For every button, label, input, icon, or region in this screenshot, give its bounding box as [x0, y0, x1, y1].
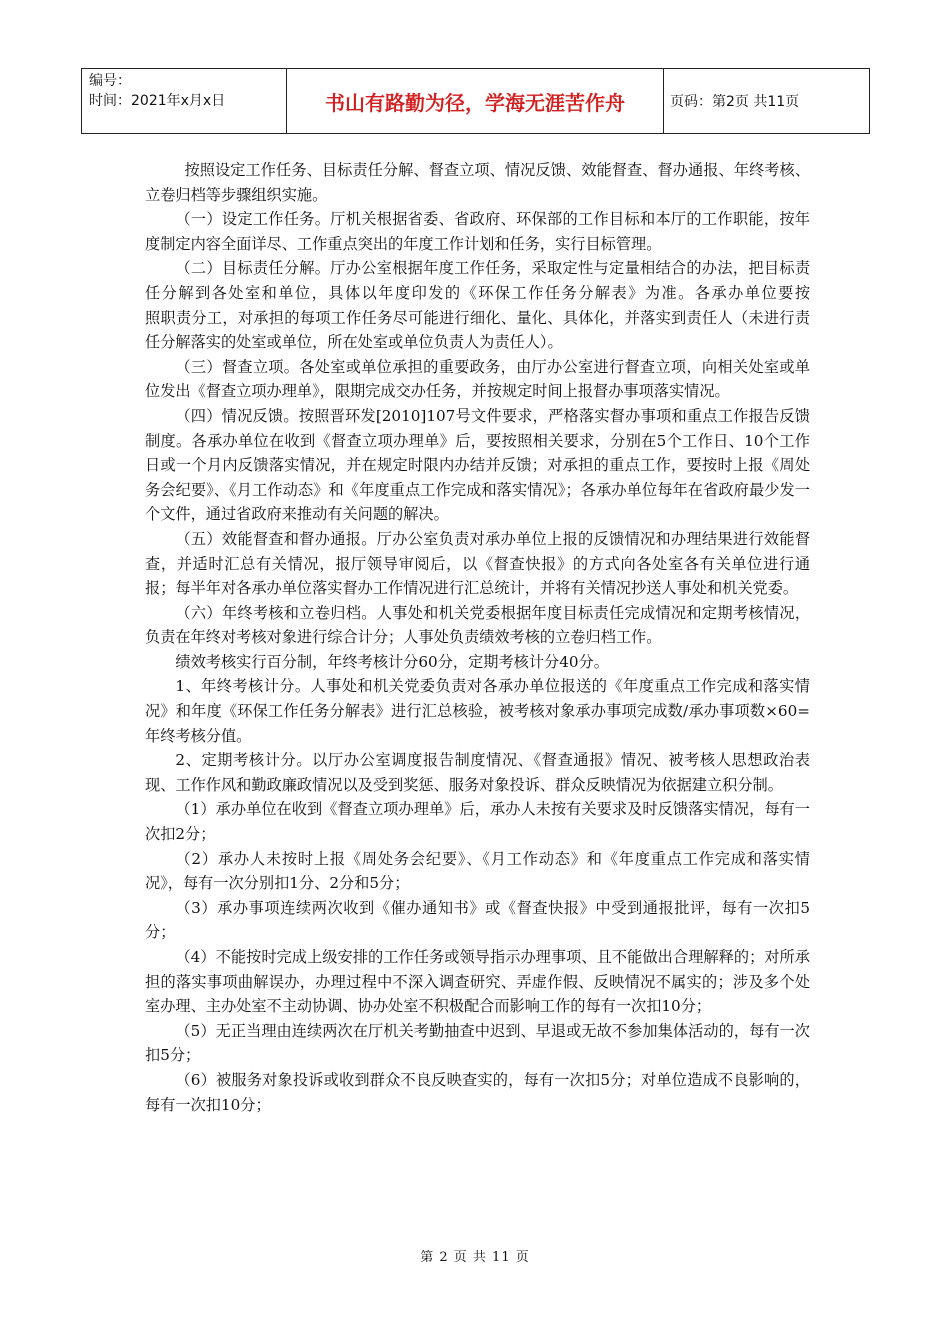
header-page-info: 页码：第2页 共11页 [664, 69, 870, 134]
page-footer: 第 2 页 共 11 页 [420, 1250, 530, 1265]
paragraph: （5）无正当理由连续两次在厅机关考勤抽查中迟到、早退或无故不参加集体活动的，每有一次扣5分； [145, 1021, 810, 1065]
paragraph: （五）效能督查和督办通报。厅办公室负责对承办单位上报的反馈情况和办理结果进行效能督查，并适时汇总有关情况，报厅领导审阅后，以《督查快报》的方式向各处室各有关单位进行通报；每半年对各承办单位落实督办工作情况进行汇总统计，并将有关情况抄送人事处和机关党委。 [145, 529, 810, 598]
paragraph: （六）年终考核和立卷归档。人事处和机关党委根据年度目标责任完成情况和定期考核情况，负责在年终对考核对象进行综合计分；人事处负责绩效考核的立卷归档工作。 [145, 603, 810, 647]
paragraph: 1、年终考核计分。人事处和机关党委负责对各承办单位报送的《年度重点工作完成和落实情况》和年度《环保工作任务分解表》进行汇总核验，被考核对象承办事项完成数/承办事项数×60=年终考核分值。 [145, 677, 810, 745]
paragraph: （一）设定工作任务。厅机关根据省委、省政府、环保部的工作目标和本厅的工作职能，按年度制定内容全面详尽、工作重点突出的年度工作计划和任务，实行目标管理。 [145, 210, 810, 253]
paragraph: （三）督查立项。各处室或单位承担的重要政务，由厅办公室进行督查立项，向相关处室或单位发出《督查立项办理单》，限期完成交办任务，并按规定时间上报督办事项落实情况。 [145, 357, 810, 401]
paragraph: 按照设定工作任务、目标责任分解、督查立项、情况反馈、效能督查、督办通报、年终考核、立卷归档等步骤组织实施。 [145, 161, 810, 204]
paragraph: 绩效考核实行百分制，年终考核计分60分，定期考核计分40分。 [175, 652, 609, 671]
paragraph: （4）不能按时完成上级安排的工作任务或领导指示办理事项、且不能做出合理解释的；对所承担的落实事项曲解误办，办理过程中不深入调查研究、弄虚作假、反映情况不属实的；涉及多个处室办理、主办处室不主动协调、协办处室不积极配合而影响工作的每有一次扣10分； [145, 948, 810, 1016]
paragraph: （二）目标责任分解。厅办公室根据年度工作任务，采取定性与定量相结合的办法，把目标责任分解到各处室和单位，具体以年度印发的《环保工作任务分解表》为准。各承办单位要按 照职责分工，对承担的每项工作任务尽可能进行细化、量化、具体化，并落实到责任人（未进行责任分解落实的处室或单位，所在处室或单位负责人为责任人）。 [145, 259, 871, 352]
paragraph: （2）承办人未按时上报《周处务会纪要》、《月工作动态》和《年度重点工作完成和落实情况》，每有一次分别扣1分、2分和5分； [145, 849, 810, 893]
paragraph: （1）承办单位在收到《督查立项办理单》后，承办人未按有关要求及时反馈落实情况，每有一次扣2分； [145, 800, 810, 844]
header-motto: 书山有路勤为径，学海无涯苦作舟 [287, 69, 664, 134]
document-header [81, 68, 870, 134]
paragraph: （四）情况反馈。按照晋环发[2010]107号文件要求，严格落实督办事项和重点工作报告反馈制度。各承办单位在收到《督查立项办理单》后，要按照相关要求，分别在5个工作日、10个工作日或一个月内反馈落实情况，并在规定时限内办结并反馈；对承担的重点工作，要按时上报《周处务会纪要》、《月工作动态》和《年度重点工作完成和落实情况》；各承办单位每年在省政府最少发一个文件，通过省政府来推动有关问题的解决。 [145, 406, 810, 524]
paragraph: （3）承办事项连续两次收到《催办通知书》或《督查快报》中受到通报批评，每有一次扣5分； [145, 898, 810, 942]
paragraph: （6）被服务对象投诉或收到群众不良反映查实的，每有一次扣5分；对单位造成不良影响的，每有一次扣10分； [145, 1070, 810, 1114]
document-body [145, 158, 871, 1117]
header-left-cell [82, 69, 287, 134]
paragraph: 2、定期考核计分。以厅办公室调度报告制度情况、《督查通报》情况、被考核人思想政治表现、工作作风和勤政廉政情况以及受到奖惩、服务对象投诉、群众反映情况为依据建立积分制。 [145, 751, 810, 794]
code-label: 编号： [89, 73, 131, 89]
date-label: 时间：2021年x月x日 [89, 93, 226, 109]
